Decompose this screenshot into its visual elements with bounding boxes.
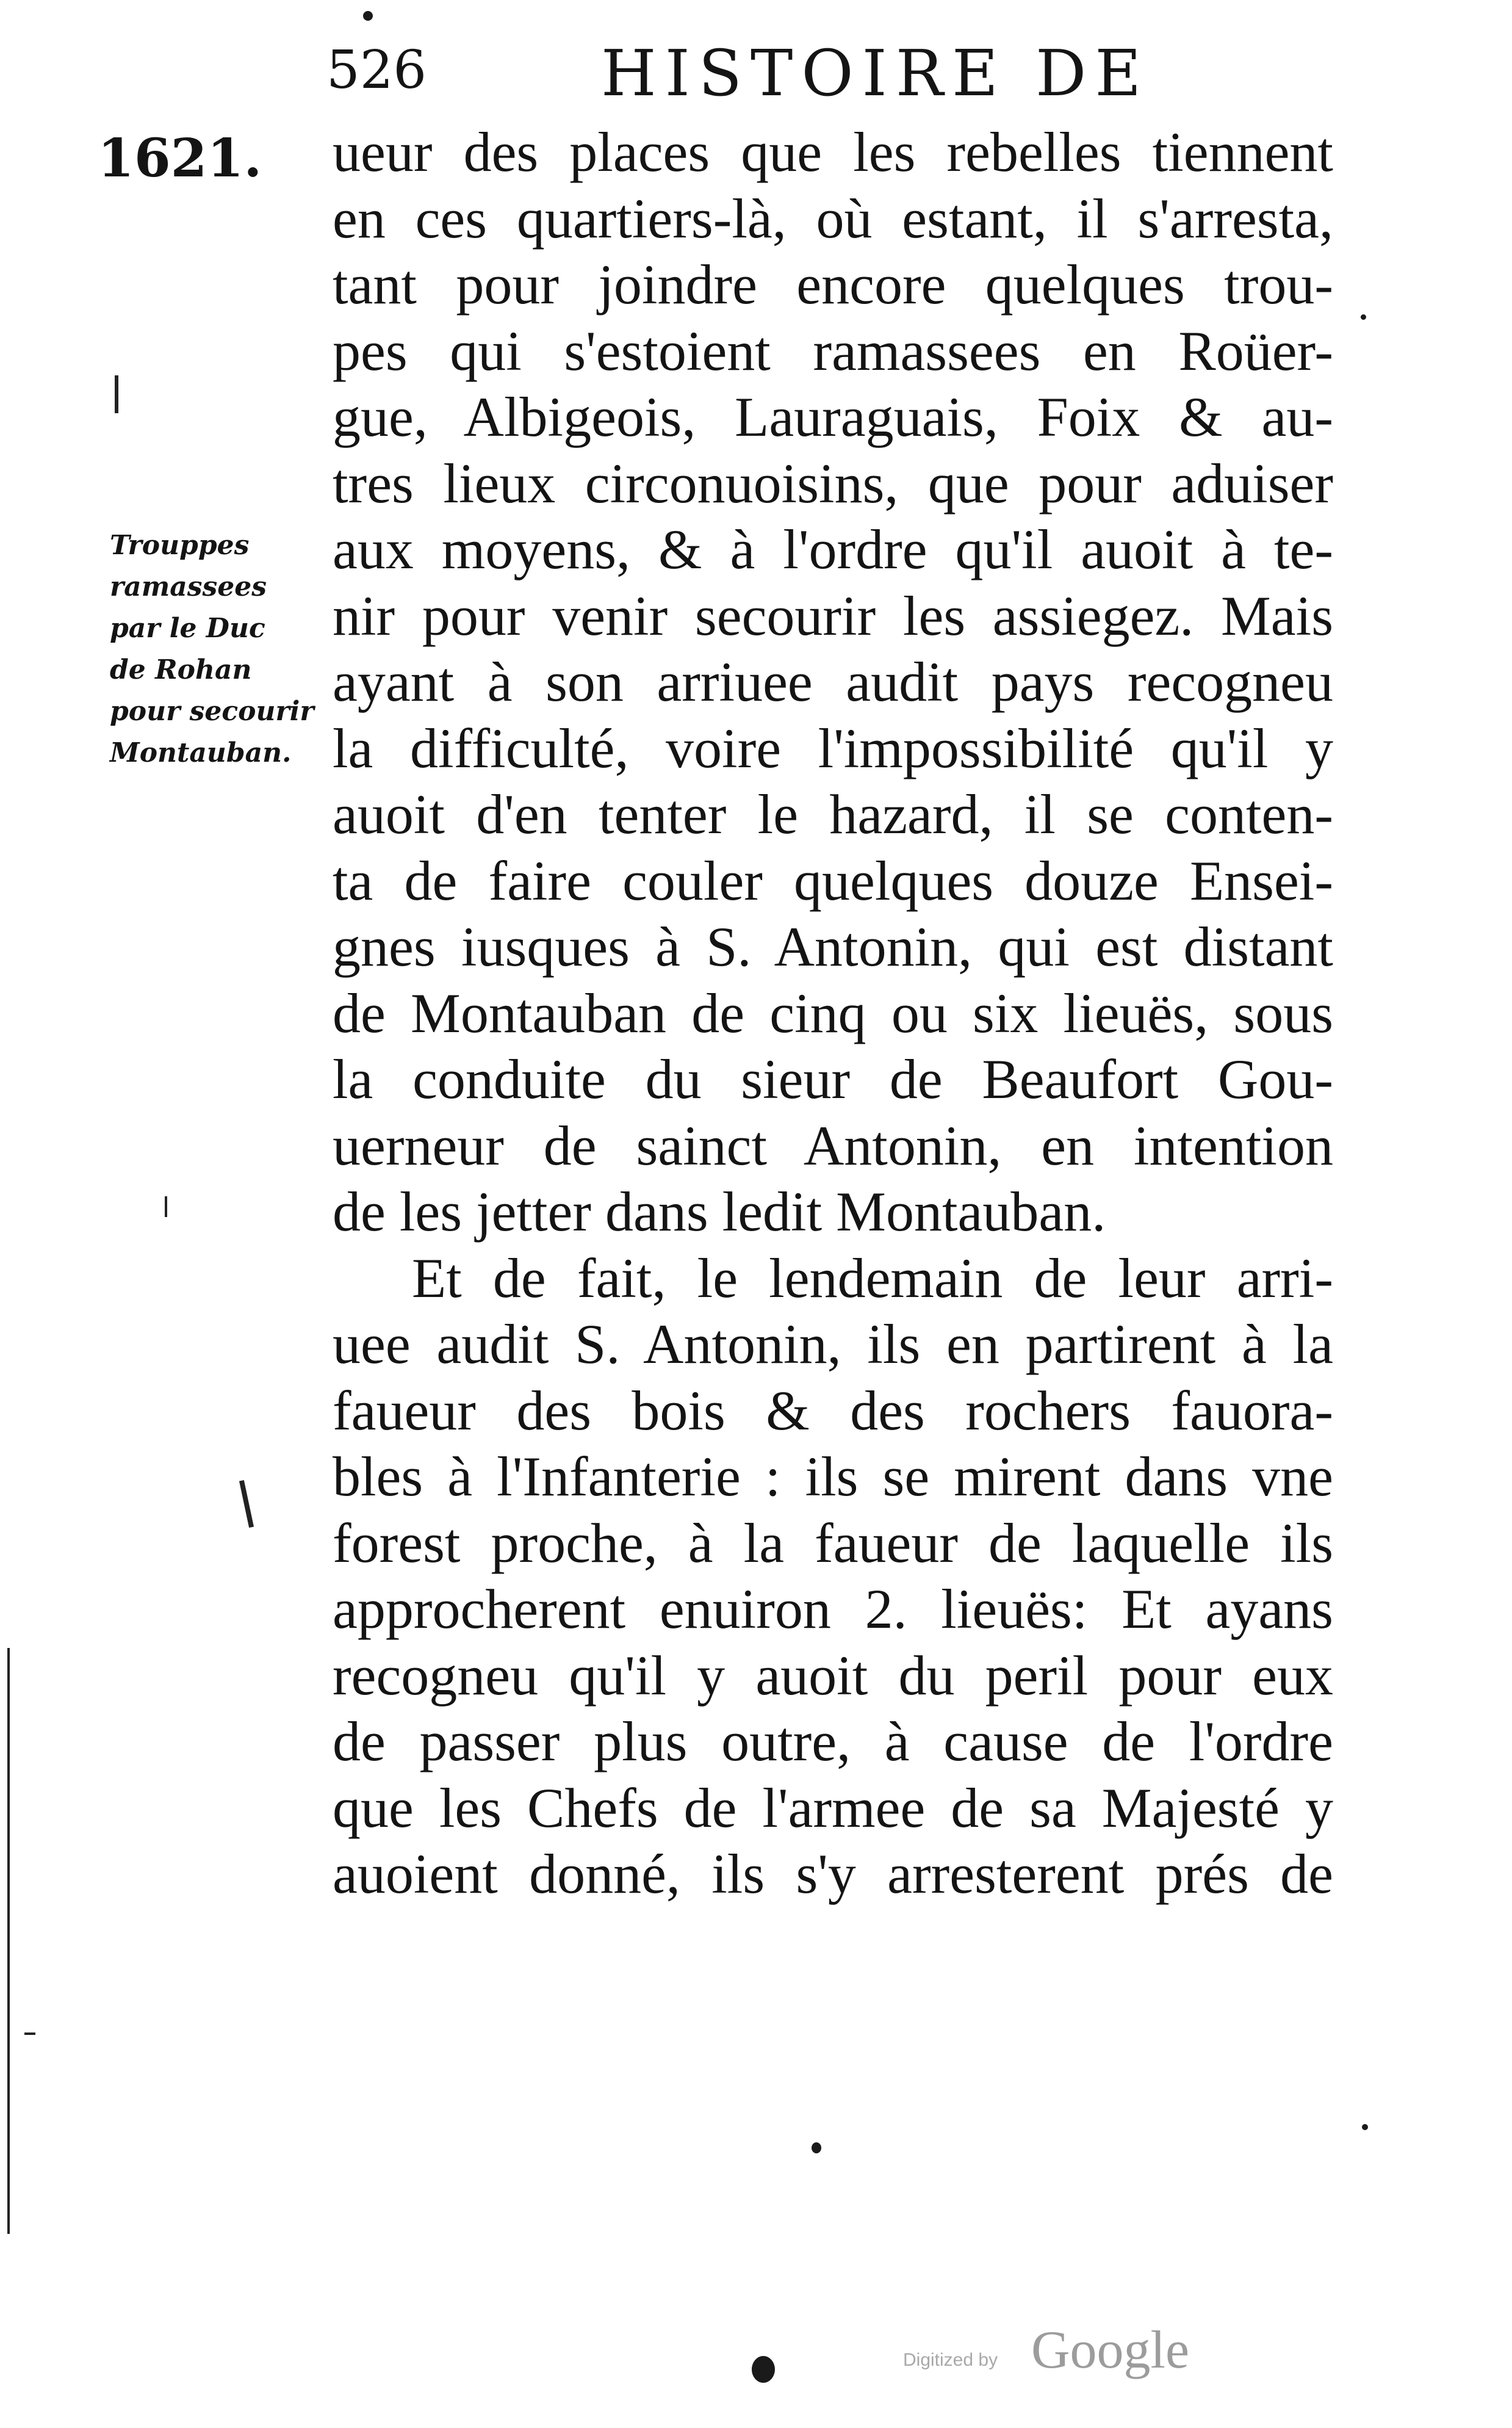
text-line: ta de faire couler quelques douze Ensei- bbox=[333, 849, 1333, 912]
text-line: la difficulté, voire l'impossibilité qu'il y bbox=[333, 717, 1333, 779]
text-line: gnes iusques à S. Antonin, qui est distant bbox=[333, 916, 1333, 978]
margin-note bbox=[110, 525, 329, 774]
margin-note-line: par le Duc bbox=[110, 613, 265, 644]
text-line: faueur des bois & des rochers fauora- bbox=[333, 1379, 1333, 1442]
paragraph bbox=[333, 1245, 1333, 1907]
ink-mark bbox=[239, 1480, 254, 1528]
margin-note-line: de Rohan bbox=[110, 654, 252, 685]
margin-year: 1621. bbox=[98, 128, 262, 189]
ink-mark bbox=[165, 1196, 167, 1217]
text-line: nir pour venir secourir les assiegez. Mais bbox=[333, 584, 1333, 647]
text-line: pes qui s'estoient ramassees en Roüer- bbox=[333, 319, 1333, 382]
text-line: en ces quartiers-là, où estant, il s'arresta, bbox=[333, 187, 1333, 250]
digitized-watermark bbox=[903, 2319, 1245, 2380]
text-line: ayant à son arriuee audit pays recogneu bbox=[333, 651, 1333, 713]
text-line: approcherent enuiron 2. lieuës: Et ayans bbox=[333, 1578, 1333, 1640]
ink-mark bbox=[24, 2032, 35, 2035]
ink-speck bbox=[363, 11, 373, 21]
google-logo: Google bbox=[1031, 2321, 1190, 2380]
margin-note-line: ramassees bbox=[110, 571, 267, 602]
ink-mark bbox=[115, 375, 118, 413]
text-line: gue, Albigeois, Lauraguais, Foix & au- bbox=[333, 386, 1333, 448]
page-number: 526 bbox=[326, 40, 427, 101]
margin-note-line: Montauban. bbox=[110, 737, 292, 768]
text-line: tant pour joindre encore quelques trou- bbox=[333, 253, 1333, 316]
text-line: que les Chefs de l'armee de sa Majesté y bbox=[333, 1776, 1333, 1839]
paragraph bbox=[333, 119, 1333, 1245]
body-text bbox=[333, 119, 1333, 1907]
text-line: ueur des places que les rebelles tiennent bbox=[333, 121, 1333, 183]
ink-speck bbox=[1361, 314, 1366, 320]
text-line: auoient donné, ils s'y arresterent prés de bbox=[333, 1843, 1333, 1905]
text-line: la conduite du sieur de Beaufort Gou- bbox=[333, 1048, 1333, 1110]
ink-speck bbox=[812, 2142, 821, 2153]
text-line: auoit d'en tenter le hazard, il se conten- bbox=[333, 783, 1333, 845]
text-line: uerneur de sainct Antonin, en intention bbox=[333, 1114, 1333, 1177]
text-line: recogneu qu'il y auoit du peril pour eux bbox=[333, 1644, 1333, 1707]
running-title: HISTOIRE DE bbox=[601, 36, 1150, 110]
text-line: bles à l'Infanterie : ils se mirent dans vne bbox=[333, 1445, 1333, 1508]
text-line: de les jetter dans ledit Montauban. bbox=[333, 1180, 1106, 1243]
text-line: forest proche, à la faueur de laquelle ils bbox=[333, 1511, 1333, 1574]
margin-note-line: pour secourir bbox=[110, 696, 314, 727]
text-line: aux moyens, & à l'ordre qu'il auoit à te- bbox=[333, 518, 1333, 580]
text-line: tres lieux circonuoisins, que pour aduiser bbox=[333, 452, 1333, 515]
margin-note-line: Trouppes bbox=[110, 530, 250, 561]
watermark-prefix: Digitized by bbox=[903, 2350, 998, 2370]
ink-speck bbox=[752, 2356, 775, 2383]
text-line: de passer plus outre, à cause de l'ordre bbox=[333, 1710, 1333, 1772]
text-line: de Montauban de cinq ou six lieuës, sous bbox=[333, 981, 1333, 1044]
ink-mark bbox=[7, 1648, 10, 2234]
text-line: uee audit S. Antonin, ils en partirent à la bbox=[333, 1313, 1333, 1375]
ink-speck bbox=[1362, 2124, 1368, 2130]
text-line: Et de fait, le lendemain de leur arri- bbox=[412, 1246, 1333, 1309]
